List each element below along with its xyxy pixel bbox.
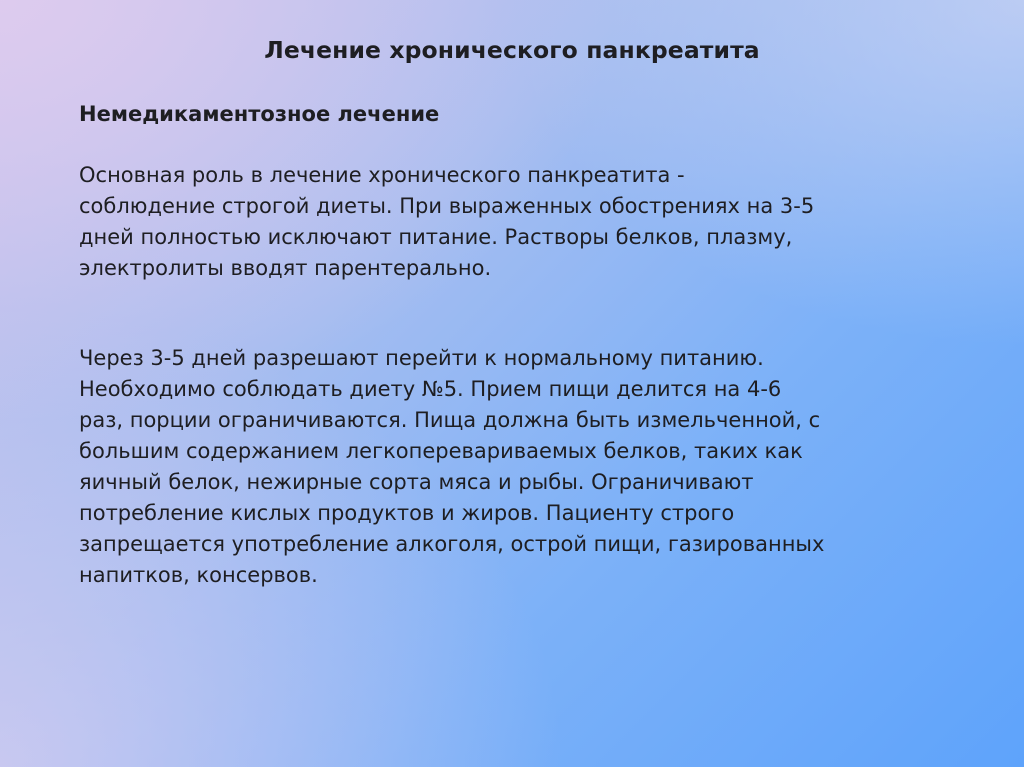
- paragraph-nutrition-rules: Через 3-5 дней разрешают перейти к нормальному питанию. Необходимо соблюдать диету №5. Прием пищи делится на 4-6 раз, порции ограничиваются. Пища должна быть измельченной, с большим содержанием легкоперевариваемых белков, таких как яичный белок, нежирные сорта мяса и рыбы. Ограничивают потребление кислых продуктов и жиров. Пациенту строго запрещается употребление алкоголя, острой пищи, газированных напитков, консервов.: [79, 346, 825, 587]
- slide-title: Лечение хронического панкреатита: [264, 36, 760, 64]
- paragraph-diet-role: Основная роль в лечение хронического панкреатита - соблюдение строгой диеты. При выраженных обострениях на 3-5 дней полностью исключают питание. Растворы белков, плазму, электролиты вводят парентерально.: [79, 163, 815, 280]
- section-subtitle: Немедикаментозное лечение: [79, 102, 440, 126]
